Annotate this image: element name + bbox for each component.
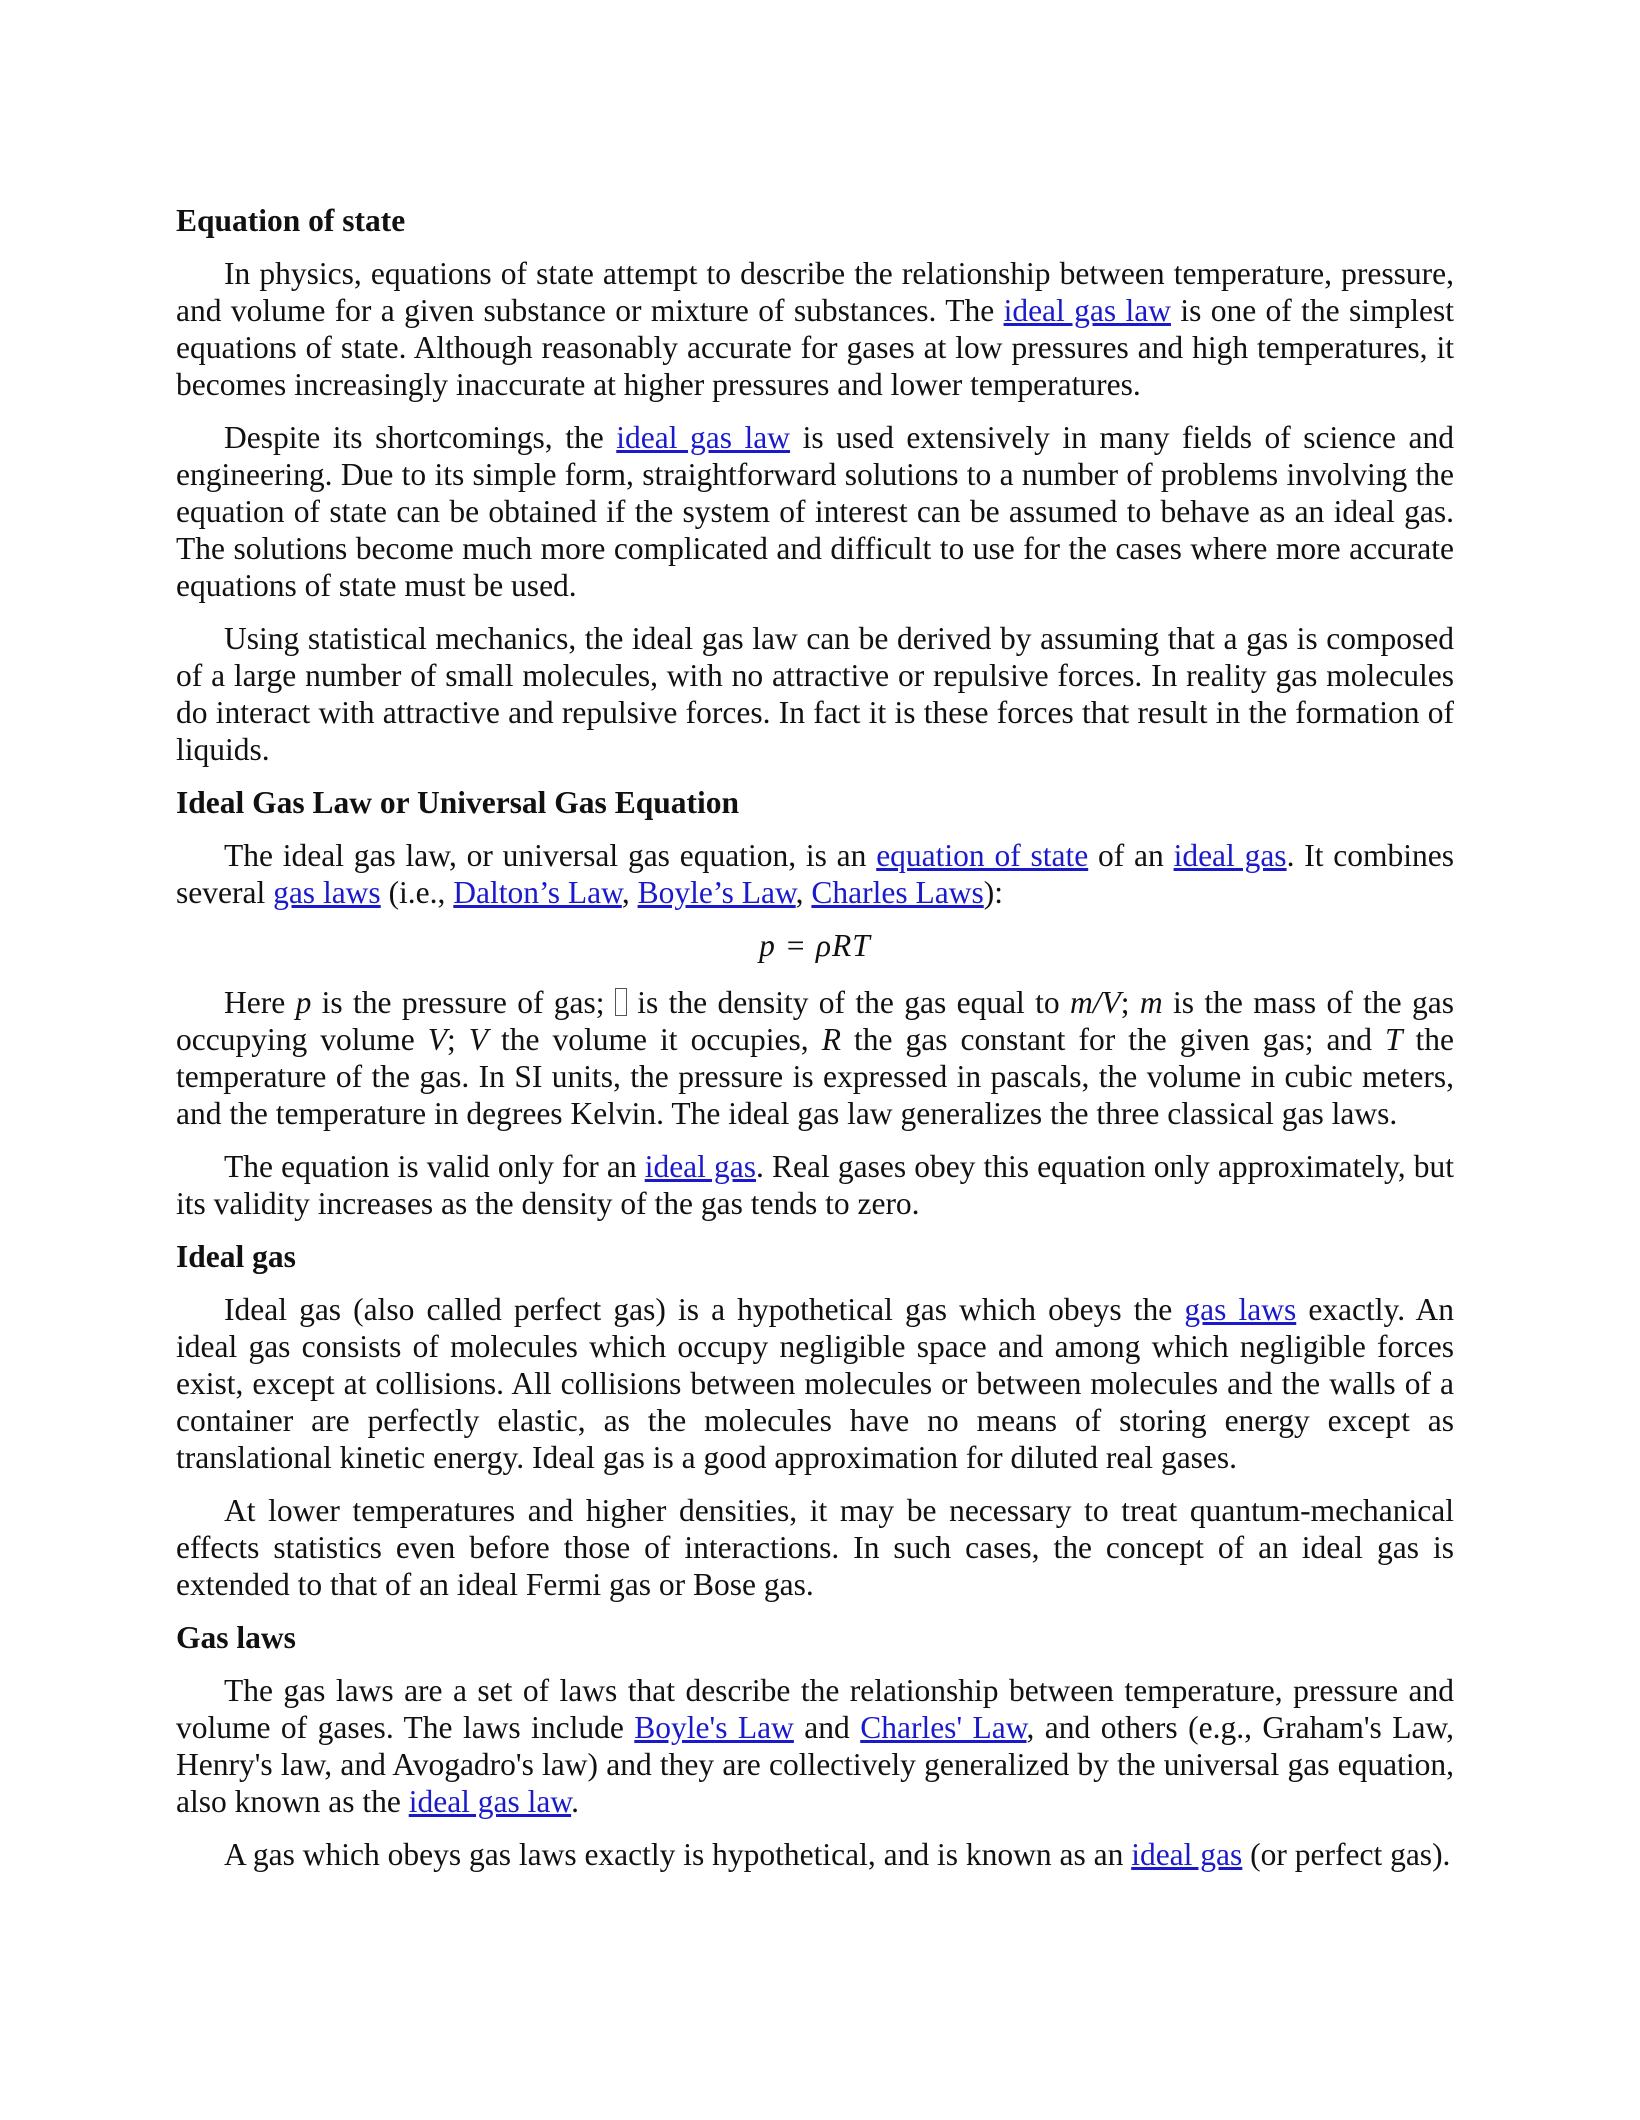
text: (i.e., [380,875,454,910]
text: is the mass of the gas occupying volume [176,985,1454,1057]
symbol: V [468,1022,489,1057]
text: the volume it occupies, [488,1022,822,1057]
paragraph: At lower temperatures and higher densities, it may be necessary to treat quantum-mechanical effects statistics even before those of interactions. In such cases, the concept of an ideal gas is extended to that of an ideal Fermi gas or Bose gas. [176,1493,1454,1602]
link-gas-laws[interactable]: gas laws [273,875,381,910]
text: . Real gases obey this equation only approximately, but its validity increases as the density of the gas tends to zero. [176,1149,1454,1221]
equation: p = ρRT [759,928,871,963]
heading-ideal-gas-law: Ideal Gas Law or Universal Gas Equation [176,785,740,820]
text: of an [1088,838,1174,873]
text: exactly. An ideal gas consists of molecules which occupy negligible space and among which negligible forces exist, except at collisions. All collisions between molecules or between molecules and the walls of a container are perfectly elastic, as the molecules have no means of storing energy except as translational kinetic energy. Ideal gas is a good approximation for diluted real gases. [176,1292,1454,1475]
link-boyles-law[interactable]: Boyle's Law [634,1710,794,1745]
text: In physics, equations of state attempt to describe the relationship between temperature, pressure, and volume for a given substance or mixture of substances. The [176,256,1454,328]
heading-equation-of-state: Equation of state [176,203,406,238]
symbol: T [1384,1022,1403,1057]
text: ): [983,875,1003,910]
text: , and others (e.g., Graham's Law, Henry's law, and Avogadro's law) and they are collectively generalized by the universal gas equation, also known as the [176,1710,1455,1819]
document-page [176,202,1454,1889]
link-boyles-law[interactable]: Boyle’s Law [637,875,796,910]
paragraph [176,1836,1454,1873]
text: is one of the simplest equations of state. Although reasonably accurate for gases at low pressures and high temperatures, it becomes increasingly inaccurate at higher pressures and lower temperatures. [176,293,1455,402]
paragraph [176,984,1454,1132]
text: (or perfect gas). [1242,1837,1451,1872]
symbol: m/V [1070,985,1121,1020]
paragraph [176,1291,1454,1476]
symbol: m [1139,985,1163,1020]
paragraph [176,1148,1454,1222]
heading-ideal-gas: Ideal gas [176,1239,296,1274]
link-equation-of-state[interactable]: equation of state [876,838,1089,873]
link-charles-laws[interactable]: Charles Laws [811,875,984,910]
text: A gas which obeys gas laws exactly is hypothetical, and is known as an [224,1837,1132,1872]
text: Here [224,985,296,1020]
link-gas-laws[interactable]: gas laws [1184,1292,1297,1327]
text: The equation is valid only for an [224,1149,645,1184]
paragraph [176,419,1454,604]
text: ; [1120,985,1140,1020]
text: Despite its shortcomings, the [224,420,617,455]
text: is the density of the gas equal to [626,985,1071,1020]
text: the gas constant for the given gas; and [840,1022,1385,1057]
link-charles-law[interactable]: Charles' Law [860,1710,1027,1745]
symbol: V [427,1022,447,1057]
text: . [571,1784,579,1819]
symbol: R [821,1022,841,1057]
paragraph [176,837,1454,911]
text: Ideal gas (also called perfect gas) is a hypothetical gas which obeys the [224,1292,1185,1327]
link-ideal-gas-law[interactable]: ideal gas law [408,1784,572,1819]
link-ideal-gas[interactable]: ideal gas [644,1149,757,1184]
text: ; [447,1022,469,1057]
text: and [793,1710,861,1745]
link-ideal-gas[interactable]: ideal gas [1131,1837,1243,1872]
text: is used extensively in many fields of science and engineering. Due to its simple form, straightforward solutions to a number of problems involving the equation of state can be obtained if the system of interest can be assumed to behave as an ideal gas. The solutions become much more complicated and difficult to use for the cases where more accurate equations of state must be used. [176,420,1455,603]
text: The gas laws are a set of laws that describe the relationship between temperature, pressure and volume of gases. The laws include [176,1673,1454,1745]
paragraph [176,255,1454,403]
text: is the pressure of gas; [311,985,615,1020]
link-ideal-gas[interactable]: ideal gas [1173,838,1287,873]
link-ideal-gas-law[interactable]: ideal gas law [1003,293,1171,328]
paragraph: Using statistical mechanics, the ideal gas law can be derived by assuming that a gas is composed of a large number of small molecules, with no attractive or repulsive forces. In reality gas molecules do interact with attractive and repulsive forces. In fact it is these forces that result in the formation of liquids. [176,621,1454,767]
text: , [621,875,638,910]
link-daltons-law[interactable]: Dalton’s Law [453,875,622,910]
text: the temperature of the gas. In SI units, the pressure is expressed in pascals, the volume in cubic meters, and the temperature in degrees Kelvin. The ideal gas law generalizes the three classical gas laws. [176,1022,1455,1131]
text: . It combines several [176,838,1454,910]
missing-glyph-icon [615,988,627,1016]
heading-gas-laws: Gas laws [176,1620,296,1655]
text: The ideal gas law, or universal gas equation, is an [224,838,877,873]
paragraph [176,1672,1454,1820]
symbol: p [295,985,312,1020]
text: , [795,875,812,910]
link-ideal-gas-law[interactable]: ideal gas law [616,420,791,455]
